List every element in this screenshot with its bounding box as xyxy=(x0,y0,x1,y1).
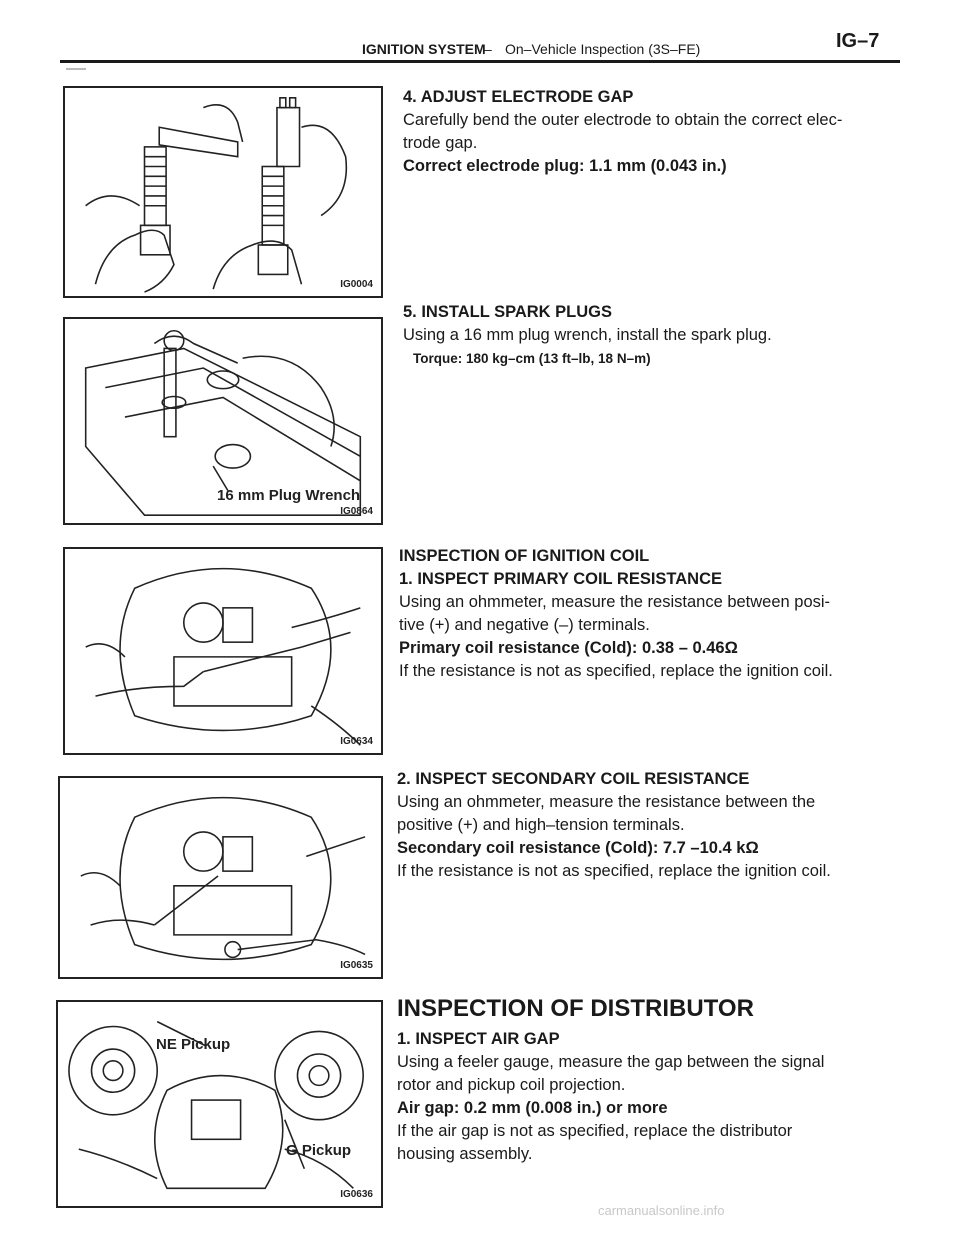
instruction-line: Using an ohmmeter, measure the resistance between the xyxy=(397,793,816,811)
note-line: If the air gap is not as specified, replace the distributor xyxy=(397,1122,793,1140)
step-adjust-electrode-gap xyxy=(403,86,842,178)
step-install-spark-plugs xyxy=(403,301,772,370)
spec-line: Torque: 180 kg–cm (13 ft–lb, 18 N–m) xyxy=(413,351,651,366)
step-title: 2. INSPECT SECONDARY COIL RESISTANCE xyxy=(397,770,750,788)
figure-id: IG0004 xyxy=(340,279,373,290)
spark-plug-illustration xyxy=(65,88,381,296)
page-id: IG–7 xyxy=(836,30,880,52)
footer-watermark: carmanualsonline.info xyxy=(598,1203,725,1218)
distributor-ohmmeter-illustration xyxy=(65,549,381,753)
spec-line: Air gap: 0.2 mm (0.008 in.) or more xyxy=(397,1099,668,1117)
instruction-line: Using a feeler gauge, measure the gap between the signal xyxy=(397,1053,825,1071)
spec-line: Secondary coil resistance (Cold): 7.7 –10.4 kΩ xyxy=(397,839,759,857)
figure-id: IG0636 xyxy=(340,1189,373,1200)
figure-id: IG0864 xyxy=(340,506,373,517)
section-ignition-coil xyxy=(399,545,833,683)
pickup-air-gap-illustration xyxy=(58,1002,381,1206)
section-distributor xyxy=(397,994,824,1166)
instruction-line: Carefully bend the outer electrode to obtain the correct elec- xyxy=(403,111,843,129)
header-separator: – xyxy=(484,41,492,57)
note-line: If the resistance is not as specified, replace the ignition coil. xyxy=(397,862,831,880)
header-section: IGNITION SYSTEM xyxy=(362,41,486,57)
step-title: 5. INSTALL SPARK PLUGS xyxy=(403,303,613,321)
section-heading: INSPECTION OF IGNITION COIL xyxy=(399,547,650,565)
instruction-line: Using an ohmmeter, measure the resistance between posi- xyxy=(399,593,831,611)
step-title: 4. ADJUST ELECTRODE GAP xyxy=(403,88,634,106)
figure-id: IG0635 xyxy=(340,960,373,971)
header-rule xyxy=(60,60,900,63)
instruction-line: Using a 16 mm plug wrench, install the spark plug. xyxy=(403,326,772,344)
spec-line: Primary coil resistance (Cold): 0.38 – 0.46Ω xyxy=(399,639,738,657)
figure-primary-coil xyxy=(63,547,383,755)
figure-id: IG0634 xyxy=(340,736,373,747)
figure-secondary-coil xyxy=(58,776,383,979)
step-secondary-coil xyxy=(397,768,831,883)
section-heading: INSPECTION OF DISTRIBUTOR xyxy=(397,995,754,1022)
instruction-line: rotor and pickup coil projection. xyxy=(397,1076,626,1094)
figure-electrode-gap xyxy=(63,86,383,298)
distributor-hightension-illustration xyxy=(60,778,381,977)
figure-install-spark-plugs xyxy=(63,317,383,525)
callout-ne-pickup: NE Pickup xyxy=(156,1036,231,1053)
corner-mark xyxy=(66,68,86,70)
note-line: If the resistance is not as specified, replace the ignition coil. xyxy=(399,662,833,680)
spec-line: Correct electrode plug: 1.1 mm (0.043 in.) xyxy=(403,157,727,175)
step-title: 1. INSPECT PRIMARY COIL RESISTANCE xyxy=(399,570,723,588)
step-title: 1. INSPECT AIR GAP xyxy=(397,1030,560,1048)
figure-air-gap xyxy=(56,1000,383,1208)
note-line: housing assembly. xyxy=(397,1145,533,1163)
callout-g-pickup: G Pickup xyxy=(286,1142,352,1159)
instruction-line: trode gap. xyxy=(403,134,478,152)
instruction-line: positive (+) and high–tension terminals. xyxy=(397,816,685,834)
callout-plug-wrench: 16 mm Plug Wrench xyxy=(217,487,361,504)
instruction-line: tive (+) and negative (–) terminals. xyxy=(399,616,650,634)
header-subsection: On–Vehicle Inspection (3S–FE) xyxy=(505,41,701,57)
